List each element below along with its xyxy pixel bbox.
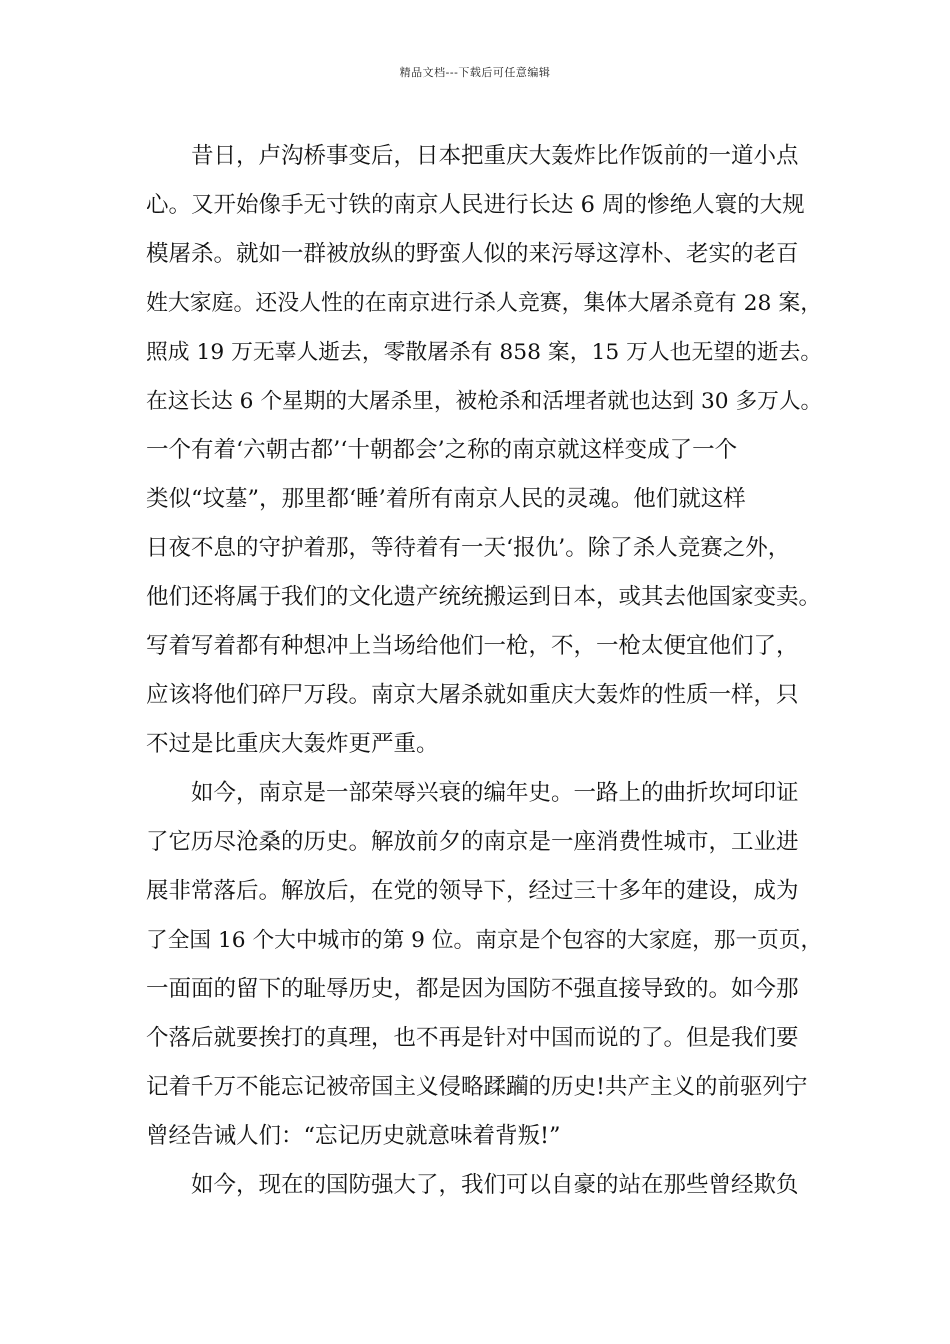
paragraph-1-line-7: 一个有着‘六朝古都’‘十朝都会’之称的南京就这样变成了一个 (146, 437, 738, 463)
paragraph-2-line-3: 展非常落后。解放后，在党的领导下，经过三十多年的建设，成为 (146, 878, 799, 904)
paragraph-1-line-10: 他们还将属于我们的文化遗产统统搬运到日本，或其去他国家变卖。 (146, 584, 822, 610)
paragraph-1-line-2: 心。又开始像手无寸铁的南京人民进行长达 6 周的惨绝人寰的大规 (146, 192, 805, 218)
paragraph-2-line-6: 个落后就要挨打的真理，也不再是针对中国而说的了。但是我们要 (146, 1025, 799, 1051)
paragraph-2-line-1: 如今，南京是一部荣辱兴衰的编年史。一路上的曲折坎坷印证 (191, 780, 799, 806)
paragraph-1-line-3: 模屠杀。就如一群被放纵的野蛮人似的来污辱这淳朴、老实的老百 (146, 241, 799, 267)
paragraph-1-line-9: 日夜不息的守护着那，等待着有一天‘报仇’。除了杀人竞赛之外， (146, 535, 791, 561)
paragraph-2-line-5: 一面面的留下的耻辱历史，都是因为国防不强直接导致的。如今那 (146, 976, 799, 1002)
paragraph-2-line-2: 了它历尽沧桑的历史。解放前夕的南京是一座消费性城市，工业进 (146, 829, 799, 855)
paragraph-1-line-1: 昔日，卢沟桥事变后，日本把重庆大轰炸比作饭前的一道小点 (191, 143, 799, 169)
paragraph-2-line-8: 曾经告诫人们：“忘记历史就意味着背叛!” (146, 1123, 561, 1149)
paragraph-1-line-6: 在这长达 6 个星期的大屠杀里，被枪杀和活埋者就也达到 30 多万人。 (146, 389, 823, 414)
paragraph-1-line-11: 写着写着都有种想冲上当场给他们一枪，不，一枪太便宜他们了， (146, 633, 799, 659)
body-text (146, 132, 826, 1210)
page-header: 精品文档---下载后可任意编辑 (399, 66, 551, 79)
paragraph-2-line-4: 了全国 16 个大中城市的第 9 位。南京是个包容的大家庭，那一页页， (146, 928, 823, 953)
paragraph-1-line-8: 类似“坟墓”，那里都‘睡’着所有南京人民的灵魂。他们就这样 (146, 486, 746, 512)
paragraph-2-line-7: 记着千万不能忘记被帝国主义侵略蹂躏的历史!共产主义的前驱列宁 (146, 1074, 808, 1100)
paragraph-1-line-13: 不过是比重庆大轰炸更严重。 (146, 731, 439, 757)
paragraph-1-line-12: 应该将他们碎尸万段。南京大屠杀就如重庆大轰炸的性质一样，只 (146, 682, 799, 708)
paragraph-1-line-4: 姓大家庭。还没人性的在南京进行杀人竞赛，集体大屠杀竟有 28 案， (146, 291, 823, 316)
paragraph-1-line-5: 照成 19 万无辜人逝去，零散屠杀有 858 案，15 万人也无望的逝去。 (146, 340, 823, 365)
paragraph-3-line-1: 如今，现在的国防强大了，我们可以自豪的站在那些曾经欺负 (191, 1172, 799, 1198)
